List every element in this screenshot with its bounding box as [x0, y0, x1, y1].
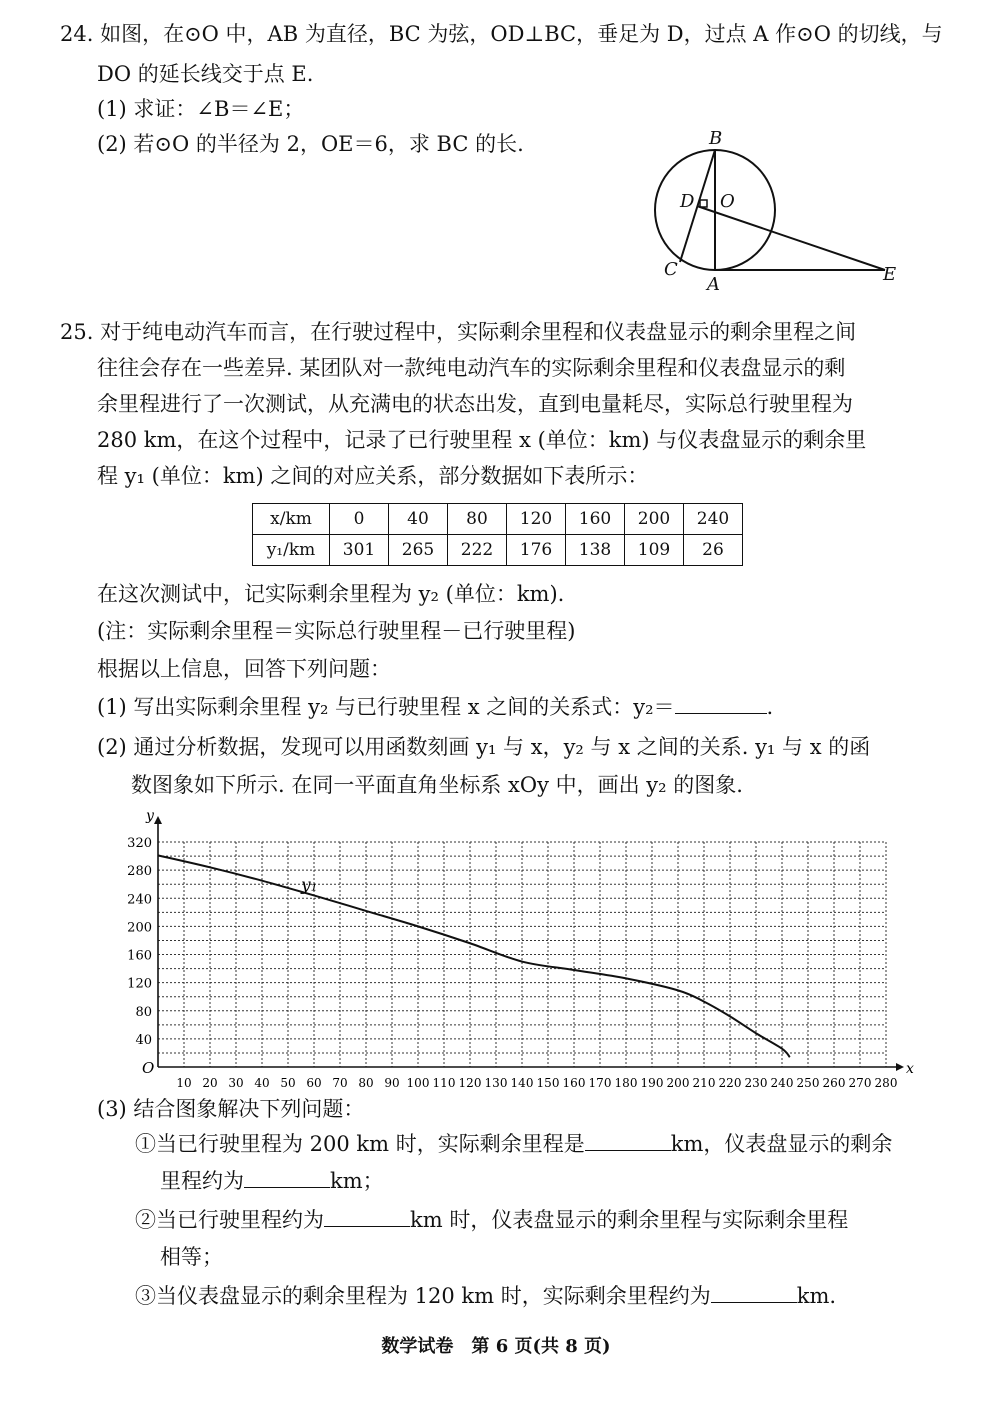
q25-part1-end: . [766, 695, 774, 719]
q24-part1: (1) 求证：∠B＝∠E； [97, 97, 305, 121]
x-tick-label: 100 [406, 1076, 430, 1090]
x-tick-label: 230 [744, 1076, 768, 1090]
series-line-y1 [158, 855, 790, 1057]
q24-stem-line1: 24. 如图，在⊙O 中，AB 为直径，BC 为弦，OD⊥BC，垂足为 D，过点 A 作⊙O 的切线，与 [60, 22, 943, 46]
table-row-y1 [253, 535, 743, 566]
q25-prompt: 根据以上信息，回答下列问题： [97, 657, 391, 681]
y-tick-label: 200 [127, 920, 152, 936]
x-tick-label: 130 [484, 1076, 508, 1090]
y-tick-label: 240 [127, 892, 152, 908]
table-cell: 26 [684, 535, 743, 566]
x-tick-label: 200 [666, 1076, 690, 1090]
q25-sub1-d: km； [330, 1169, 384, 1193]
q24-part2: (2) 若⊙O 的半径为 2，OE＝6，求 BC 的长. [97, 132, 524, 156]
x-tick-label: 150 [536, 1076, 560, 1090]
y-axis-label: y [146, 808, 154, 824]
x-tick-label: 190 [640, 1076, 664, 1090]
answer-blank-sub3[interactable] [711, 1282, 797, 1303]
y-axis-arrow [154, 816, 162, 824]
x-tick-label: 180 [614, 1076, 638, 1090]
q25-part2-line2: 数图象如下所示. 在同一平面直角坐标系 xOy 中，画出 y₂ 的图象. [131, 773, 743, 797]
data-table [252, 503, 743, 566]
x-tick-label: 240 [770, 1076, 794, 1090]
y1-function-chart [120, 808, 914, 1095]
x-tick-label: 260 [822, 1076, 846, 1090]
q24-stem-line2: DO 的延长线交于点 E. [97, 62, 314, 86]
table-cell: 80 [448, 504, 507, 535]
x-axis-label: x [906, 1061, 914, 1077]
answer-blank-sub1-display[interactable] [244, 1167, 330, 1188]
q25-line3: 余里程进行了一次测试，从充满电的状态出发，直到电量耗尽，实际总行驶里程为 [97, 392, 853, 416]
answer-blank-sub1-actual[interactable] [585, 1130, 671, 1151]
table-cell: 222 [448, 535, 507, 566]
x-tick-label: 90 [384, 1076, 400, 1090]
table-cell: 0 [330, 504, 389, 535]
page-footer: 数学试卷 第 6 页(共 8 页) [381, 1336, 611, 1357]
q25-sub2-a: ②当已行驶里程约为 [135, 1208, 324, 1232]
x-tick-label: 60 [306, 1076, 322, 1090]
q25-sub3-a: ③当仪表盘显示的剩余里程为 120 km 时，实际剩余里程约为 [135, 1284, 711, 1308]
q25-part1 [97, 693, 773, 721]
label-d: D [680, 191, 695, 212]
x-tick-label: 120 [458, 1076, 482, 1090]
origin-label: O [142, 1059, 155, 1077]
q25-sub3 [135, 1282, 836, 1310]
x-tick-label: 280 [874, 1076, 898, 1090]
y-tick-label: 120 [127, 976, 152, 992]
table-cell: 138 [566, 535, 625, 566]
y-tick-label: 40 [135, 1032, 152, 1048]
x-tick-label: 210 [692, 1076, 716, 1090]
q25-sub3-b: km. [796, 1284, 837, 1308]
table-cell: 40 [389, 504, 448, 535]
x-tick-label: 140 [510, 1076, 534, 1090]
x-tick-label: 110 [432, 1076, 456, 1090]
x-tick-label: 10 [176, 1076, 192, 1090]
circle-geometry-figure [640, 120, 910, 300]
table-cell: 109 [625, 535, 684, 566]
table-cell: 301 [330, 535, 389, 566]
answer-blank-sub2[interactable] [324, 1206, 410, 1227]
q25-sub2-line1 [135, 1206, 848, 1234]
x-tick-label: 250 [796, 1076, 820, 1090]
x-tick-label: 70 [332, 1076, 348, 1090]
q25-sub2-b: km 时，仪表盘显示的剩余里程与实际剩余里程 [410, 1208, 849, 1232]
q25-note: (注：实际剩余里程＝实际总行驶里程－已行驶里程) [97, 619, 576, 643]
label-b: B [709, 128, 723, 149]
table-header-x: x/km [253, 504, 330, 535]
label-a: A [707, 274, 720, 295]
q25-line1: 25. 对于纯电动汽车而言，在行驶过程中，实际剩余里程和仪表盘显示的剩余里程之间 [60, 320, 857, 344]
q25-line5: 程 y₁ (单位：km) 之间的对应关系，部分数据如下表所示： [97, 464, 649, 488]
q25-sub1-c: 里程约为 [160, 1169, 244, 1193]
table-cell: 240 [684, 504, 743, 535]
q25-part1-text: (1) 写出实际剩余里程 y₂ 与已行驶里程 x 之间的关系式：y₂＝ [97, 695, 675, 719]
y-tick-label: 80 [135, 1004, 152, 1020]
x-tick-label: 40 [254, 1076, 270, 1090]
q25-line2: 往往会存在一些差异. 某团队对一款纯电动汽车的实际剩余里程和仪表盘显示的剩 [97, 356, 846, 380]
q25-part2-line1: (2) 通过分析数据，发现可以用函数刻画 y₁ 与 x，y₂ 与 x 之间的关系. y₁ 与 x 的函 [97, 735, 871, 759]
table-row-x [253, 504, 743, 535]
q25-part3: (3) 结合图象解决下列问题： [97, 1097, 365, 1121]
label-c: C [664, 259, 678, 280]
x-tick-label: 270 [848, 1076, 872, 1090]
line-de [697, 206, 885, 270]
q25-line4: 280 km，在这个过程中，记录了已行驶里程 x (单位：km) 与仪表盘显示的剩余里 [97, 428, 867, 452]
table-cell: 120 [507, 504, 566, 535]
x-tick-label: 80 [358, 1076, 374, 1090]
table-cell: 200 [625, 504, 684, 535]
series-label-y1: y₁ [301, 875, 318, 896]
label-e: E [883, 264, 897, 285]
table-cell: 265 [389, 535, 448, 566]
x-tick-label: 220 [718, 1076, 742, 1090]
y-tick-label: 320 [127, 836, 152, 851]
answer-blank-part1[interactable] [675, 693, 767, 714]
x-axis-arrow [896, 1063, 904, 1071]
q25-sub2-line2: 相等； [160, 1245, 223, 1269]
y-tick-label: 280 [127, 864, 152, 880]
table-header-y1: y₁/km [253, 535, 330, 566]
q25-sub1-line1 [135, 1130, 892, 1158]
q25-after-table: 在这次测试中，记实际剩余里程为 y₂ (单位：km). [97, 582, 565, 606]
x-tick-label: 160 [562, 1076, 586, 1090]
x-tick-label: 30 [228, 1076, 244, 1090]
x-tick-label: 170 [588, 1076, 612, 1090]
table-cell: 176 [507, 535, 566, 566]
q25-sub1-a: ①当已行驶里程为 200 km 时，实际剩余里程是 [135, 1132, 585, 1156]
q25-sub1-b: km，仪表盘显示的剩余 [670, 1132, 893, 1156]
y-tick-label: 160 [127, 948, 152, 964]
x-tick-label: 20 [202, 1076, 218, 1090]
x-tick-label: 50 [280, 1076, 296, 1090]
table-cell: 160 [566, 504, 625, 535]
right-angle-mark [700, 200, 707, 207]
label-o: O [720, 191, 735, 212]
q25-sub1-line2 [160, 1167, 384, 1195]
